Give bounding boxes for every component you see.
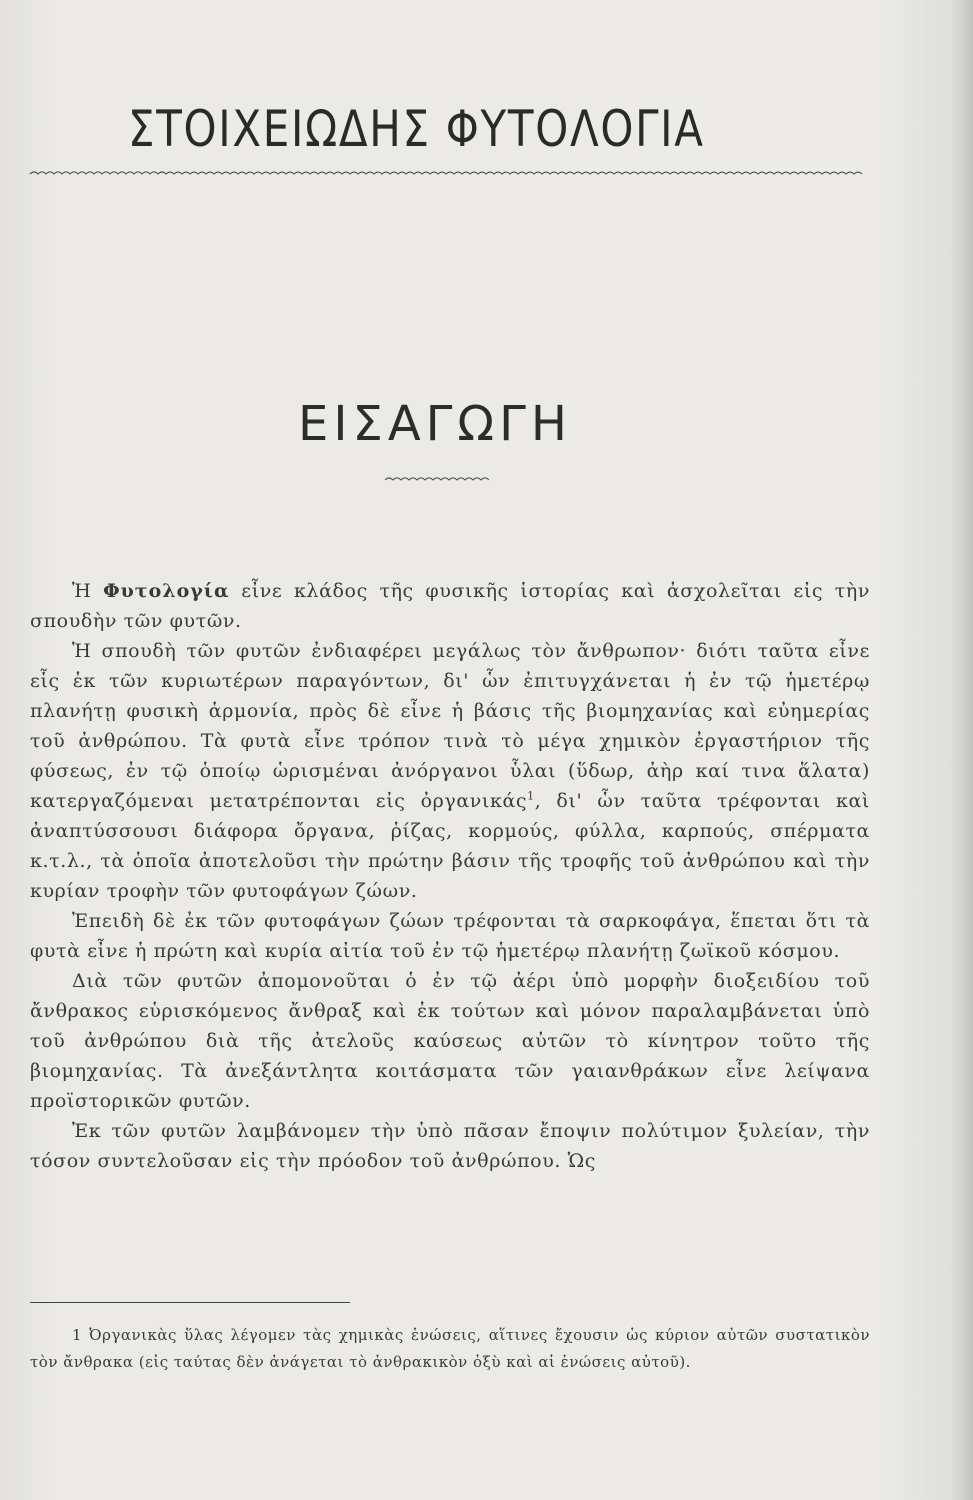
footnote-marker[interactable]: 1 [527, 789, 535, 803]
footnote: 1 Ὀργανικὰς ὕλας λέγομεν τὰς χημικὰς ἑνώσεις, αἵτινες ἔχουσιν ὡς κύριον αὐτῶν συστατικὸν τὸν ἄνθρακα (εἰς ταύτας δὲν ἀνάγεται τὸ ἀνθρακικὸν ὀξὺ καὶ αἱ ἑνώσεις αὐτοῦ). [30, 1326, 870, 1371]
paragraph-2-part-2: , δι' ὧν ταῦτα τρέφονται καὶ ἀναπτύσσουσι διάφορα ὄργανα, ῥίζας, κορμούς, φύλλα, καρπούς, σπέρματα κ.τ.λ., τὰ ὁποῖα ἀποτελοῦσι τὴν πρώτην βάσιν τῆς τροφῆς τοῦ ἀνθρώπου καὶ τὴν κυρίαν τροφὴν τῶν φυτοφάγων ζώων. [30, 790, 870, 902]
paragraph-4: Διὰ τῶν φυτῶν ἀπομονοῦται ὁ ἐν τῷ ἀέρι ὑπὸ μορφὴν διοξειδίου τοῦ ἄνθρακος εὑρισκόμενος ἄνθραξ καὶ ἐκ τούτων καὶ μόνον παραλαμβάνεται ὑπὸ τοῦ ἀνθρώπου διὰ τῆς ἀτελοῦς καύσεως αὐτῶν τὸ κίνητρον τοῦτο τῆς βιομηχανίας. Τὰ ἀνεξάντλητα κοιτάσματα τῶν γαιανθράκων εἶνε λείψανα προϊστορικῶν φυτῶν. [30, 970, 870, 1112]
paragraph-1 [30, 576, 870, 636]
paragraph-5: Ἐκ τῶν φυτῶν λαμβάνομεν τὴν ὑπὸ πᾶσαν ἔποψιν πολύτιμον ξυλείαν, τὴν τόσον συντελοῦσαν εἰς τὴν πρόοδον τοῦ ἀνθρώπου. Ὡς [30, 1120, 870, 1172]
paragraph-2-part-1: Ἡ σπουδὴ τῶν φυτῶν ἐνδιαφέρει μεγάλως τὸν ἄνθρωπον· διότι ταῦτα εἶνε εἷς ἐκ τῶν κυριωτέρων παραγόντων, δι' ὧν ἐπιτυγχάνεται ἡ ἐν τῷ ἡμετέρῳ πλανήτῃ φυσικὴ ἁρμονία, πρὸς δὲ εἶνε ἡ βάσις τῆς βιομηχανίας καὶ εὐημερίας τοῦ ἀνθρώπου. Τὰ φυτὰ εἶνε τρόπον τινὰ τὸ μέγα χημικὸν ἐργαστήριον τῆς φύσεως, ἐν τῷ ὁποίῳ ὡρισμέναι ἀνόργανοι ὗλαι (ὕδωρ, ἀὴρ καί τινα ἅλατα) κατεργαζόμεναι μετατρέπονται εἰς ὀργανικάς [30, 640, 870, 812]
paragraph-1-rest: εἶνε κλάδος τῆς φυσικῆς ἱστορίας καὶ ἀσχολεῖται εἰς τὴν σπουδὴν τῶν φυτῶν. [30, 580, 870, 632]
section-title: ΕΙΣΑΓΩΓΗ [298, 396, 572, 452]
paragraph-3: Ἐπειδὴ δὲ ἐκ τῶν φυτοφάγων ζώων τρέφονται τὰ σαρκοφάγα, ἕπεται ὅτι τὰ φυτὰ εἶνε ἡ πρώτη καὶ κυρία αἰτία τοῦ ἐν τῷ ἡμετέρῳ πλανήτῃ ζωϊκοῦ κόσμου. [30, 910, 870, 962]
footnote-divider [30, 1302, 350, 1303]
paragraph-1-prefix: Ἡ [72, 580, 104, 602]
body-text [30, 576, 870, 1176]
paragraph-2 [30, 636, 870, 906]
book-title: ΣΤΟΙΧΕΙΩΔΗΣ ΦΥΤΟΛΟΓΙΑ [128, 100, 705, 158]
section-wave-ornament [385, 474, 485, 486]
page-edge-shadow [951, 0, 973, 1500]
title-wave-rule [30, 168, 860, 180]
term-phytology: Φυτολογία [103, 580, 230, 602]
